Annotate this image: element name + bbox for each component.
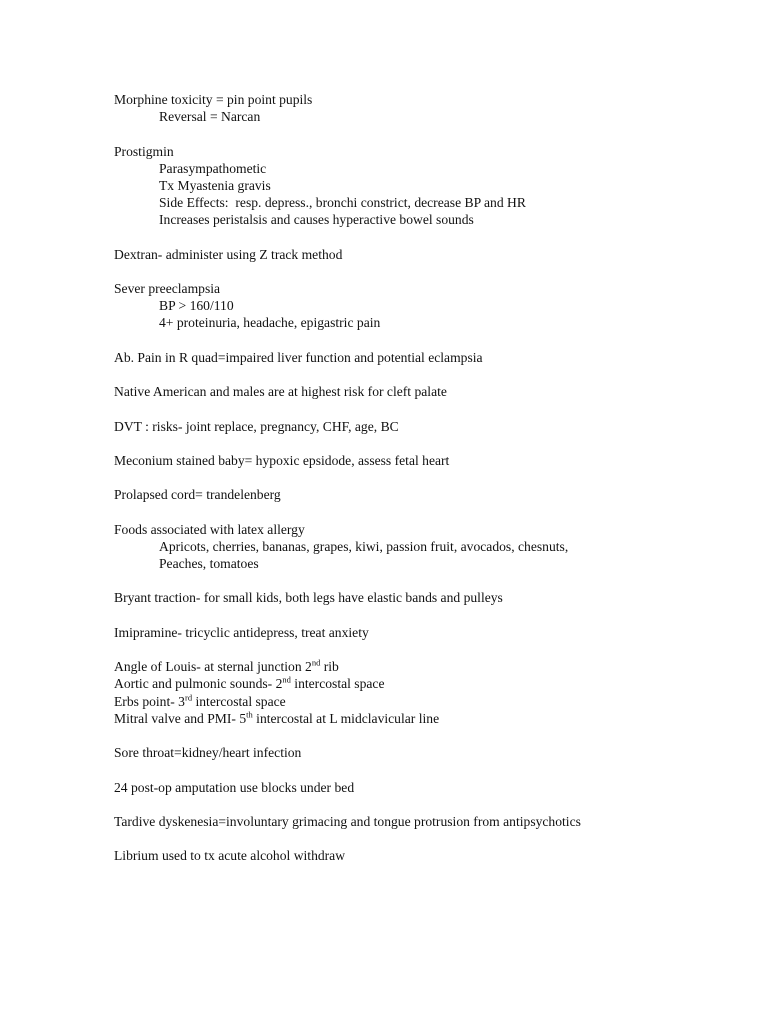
note-prostigmin-peristalsis: Increases peristalsis and causes hyperactive bowel sounds — [159, 212, 474, 228]
spacer — [114, 607, 754, 624]
spacer — [114, 435, 754, 452]
note-mitral-pmi-rest: intercostal at L midclavicular line — [252, 710, 440, 726]
note-angle-of-louis — [114, 658, 754, 675]
note-dextran: Dextran- administer using Z track method — [114, 246, 343, 262]
note-angle-of-louis-text: Angle of Louis- at sternal junction 2 — [114, 659, 312, 675]
note-bryant-traction: Bryant traction- for small kids, both legs have elastic bands and pulleys — [114, 590, 503, 606]
note-latex-foods-1: Apricots, cherries, bananas, grapes, kiwi, passion fruit, avocados, chesnuts, — [159, 538, 569, 554]
note-amputation: 24 post-op amputation use blocks under bed — [114, 779, 355, 795]
note-mitral-pmi-text: Mitral valve and PMI- 5 — [114, 710, 247, 726]
spacer — [114, 400, 754, 417]
spacer — [114, 263, 754, 280]
spacer — [114, 469, 754, 486]
note-preeclampsia-bp: BP > 160/110 — [159, 298, 234, 314]
note-sore-throat: Sore throat=kidney/heart infection — [114, 745, 302, 761]
note-cleft-palate: Native American and males are at highest risk for cleft palate — [114, 384, 447, 400]
note-dvt: DVT : risks- joint replace, pregnancy, CHF, age, BC — [114, 418, 399, 434]
note-mitral-pmi — [114, 710, 754, 727]
note-tardive-dyskinesia: Tardive dyskenesia=involuntary grimacing and tongue protrusion from antipsychotics — [114, 813, 581, 829]
spacer — [114, 366, 754, 383]
note-preeclampsia-symptoms: 4+ proteinuria, headache, epigastric pain — [159, 315, 381, 331]
note-librium: Librium used to tx acute alcohol withdraw — [114, 848, 346, 864]
spacer — [114, 761, 754, 778]
spacer — [114, 641, 754, 658]
note-latex-allergy: Foods associated with latex allergy — [114, 521, 305, 537]
note-morphine-reversal: Reversal = Narcan — [159, 109, 261, 125]
note-abdominal-pain: Ab. Pain in R quad=impaired liver function and potential eclampsia — [114, 349, 483, 365]
note-prostigmin-use: Tx Myastenia gravis — [159, 177, 271, 193]
note-aortic-pulmonic-text: Aortic and pulmonic sounds- 2 — [114, 676, 283, 692]
note-morphine-toxicity: Morphine toxicity = pin point pupils — [114, 92, 313, 107]
note-prostigmin-side-effects: Side Effects: resp. depress., bronchi constrict, decrease BP and HR — [159, 195, 526, 211]
note-erbs-point — [114, 693, 754, 710]
note-angle-of-louis-rest: rib — [320, 659, 339, 675]
ordinal-suffix: rd — [184, 692, 193, 703]
spacer — [114, 125, 754, 142]
note-aortic-pulmonic-rest: intercostal space — [290, 676, 385, 692]
note-erbs-point-rest: intercostal space — [192, 693, 286, 709]
spacer — [114, 332, 754, 349]
spacer — [114, 504, 754, 521]
note-meconium: Meconium stained baby= hypoxic epsidode, assess fetal heart — [114, 452, 450, 468]
note-prolapsed-cord: Prolapsed cord= trandelenberg — [114, 487, 281, 503]
note-preeclampsia: Sever preeclampsia — [114, 281, 221, 297]
spacer — [114, 229, 754, 246]
spacer — [114, 830, 754, 847]
spacer — [114, 727, 754, 744]
note-aortic-pulmonic — [114, 675, 754, 692]
note-erbs-point-text: Erbs point- 3 — [114, 693, 185, 709]
note-imipramine: Imipramine- tricyclic antidepress, treat anxiety — [114, 624, 369, 640]
spacer — [114, 796, 754, 813]
note-latex-foods-2: Peaches, tomatoes — [159, 556, 259, 572]
study-notes — [114, 91, 754, 864]
spacer — [114, 572, 754, 589]
ordinal-suffix: th — [246, 709, 253, 720]
note-prostigmin-class: Parasympathometic — [159, 160, 267, 176]
note-prostigmin: Prostigmin — [114, 143, 174, 159]
ordinal-suffix: nd — [311, 657, 321, 668]
ordinal-suffix: nd — [282, 674, 291, 685]
